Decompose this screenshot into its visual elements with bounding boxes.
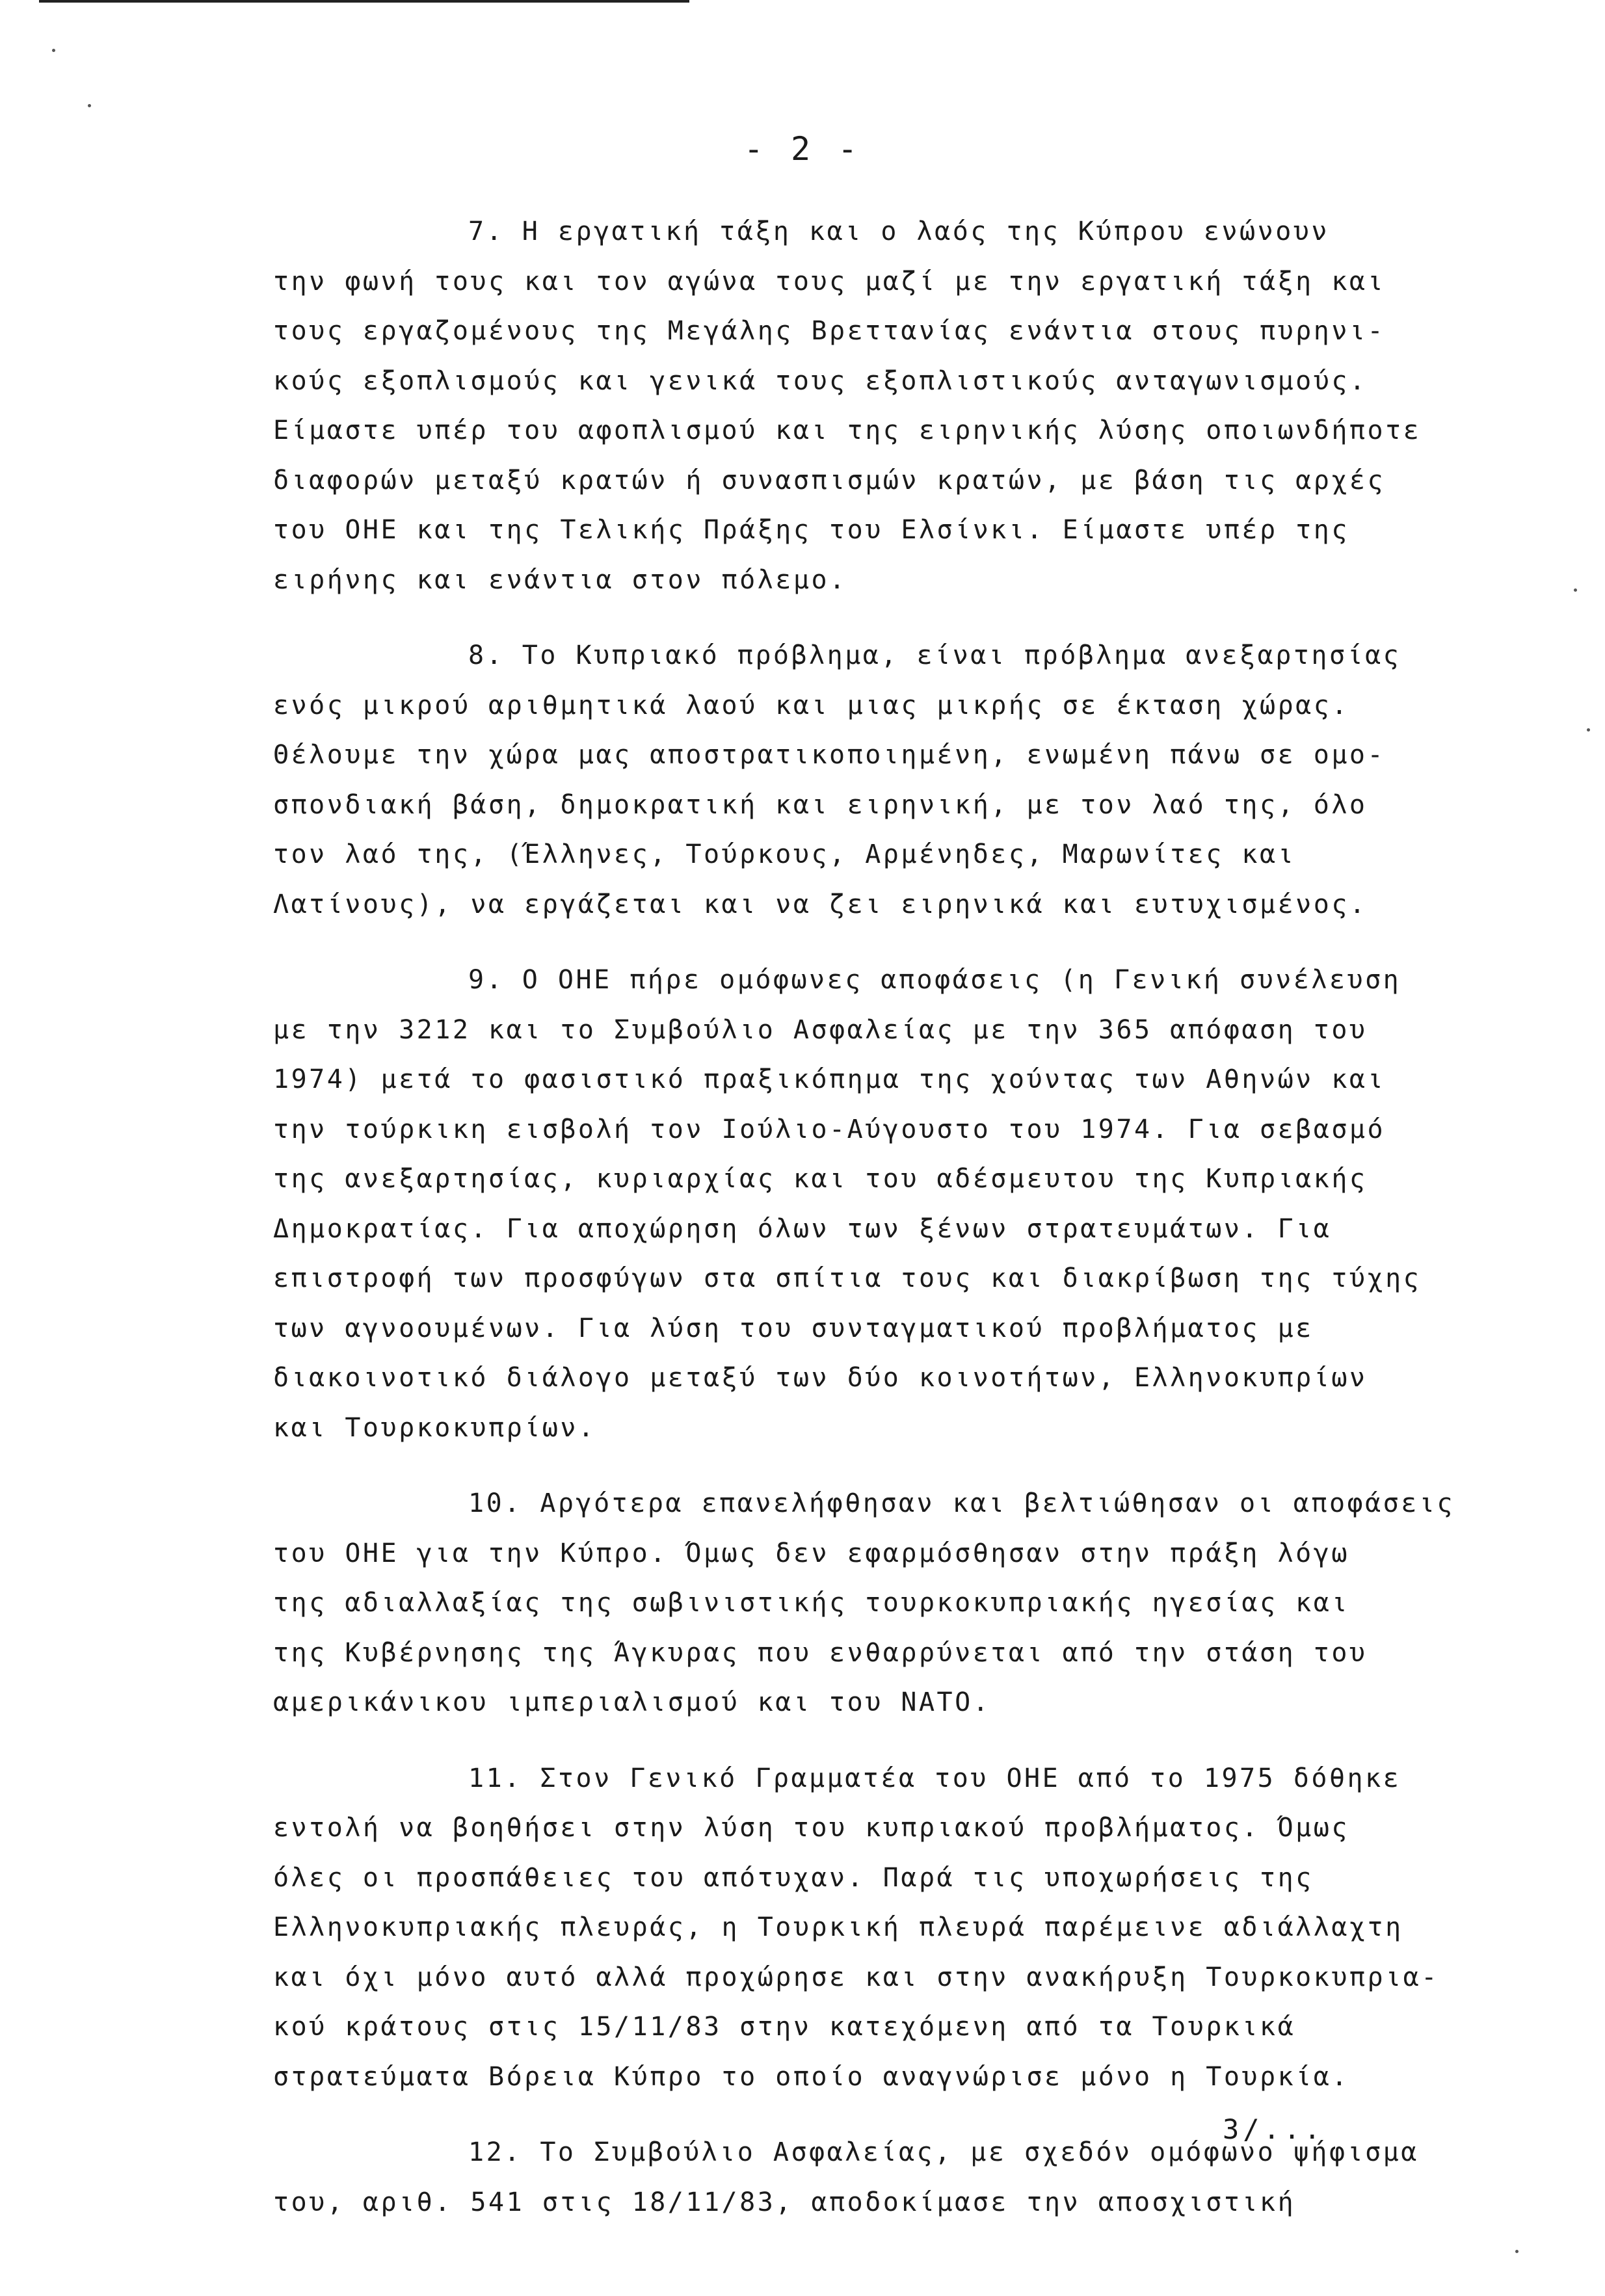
text-line: με την 3212 και το Συμβούλιο Ασφαλείας με την 365 απόφαση του bbox=[273, 1014, 1368, 1045]
paragraph-7 bbox=[273, 207, 1548, 605]
paragraph-11 bbox=[273, 1754, 1548, 2102]
text-line: τον λαό της, (Έλληνες, Τούρκους, Αρμένηδες, Μαρωνίτες και bbox=[273, 839, 1296, 869]
paragraph-8 bbox=[273, 631, 1548, 929]
text-line: διαφορών μεταξύ κρατών ή συνασπισμών κρατών, με βάση τις αρχές bbox=[273, 465, 1386, 495]
text-line: επιστροφή των προσφύγων στα σπίτια τους και διακρίβωση της τύχης bbox=[273, 1263, 1422, 1293]
scan-speck bbox=[1574, 588, 1577, 592]
text-line: της αδιαλλαξίας της σωβινιστικής τουρκοκυπριακής ηγεσίας και bbox=[273, 1588, 1349, 1618]
text-line: 7. Η εργατική τάξη και ο λαός της Κύπρου ενώνουν bbox=[468, 217, 1329, 246]
scan-speck bbox=[52, 49, 55, 52]
scan-speck bbox=[88, 104, 91, 107]
text-line: 8. Το Κυπριακό πρόβλημα, είναι πρόβλημα ανεξαρτησίας bbox=[468, 640, 1401, 670]
text-line: Λατίνους), να εργάζεται και να ζει ειρηνικά και ευτυχισμένος. bbox=[273, 889, 1368, 919]
text-line: Είμαστε υπέρ του αφοπλισμού και της ειρηνικής λύσης οποιωνδήποτε bbox=[273, 416, 1422, 445]
text-line: όλες οι προσπάθειες του απότυχαν. Παρά τις υποχωρήσεις της bbox=[273, 1862, 1314, 1893]
text-line: αμερικάνικου ιμπεριαλισμού και του ΝΑΤΟ. bbox=[273, 1687, 991, 1717]
continuation-marker: 3/... bbox=[1223, 2113, 1325, 2145]
paragraph-10 bbox=[273, 1479, 1548, 1728]
text-line: εντολή να βοηθήσει στην λύση του κυπριακού προβλήματος. Όμως bbox=[273, 1813, 1349, 1843]
text-line: τους εργαζομένους της Μεγάλης Βρεττανίας ενάντια στους πυρηνι- bbox=[273, 316, 1386, 346]
text-line: και Τουρκοκυπρίων. bbox=[273, 1412, 596, 1443]
text-line: 11. Στον Γενικό Γραμματέα του ΟΗΕ από το 1975 δόθηκε bbox=[468, 1763, 1401, 1793]
text-line: και όχι μόνο αυτό αλλά προχώρησε και στην ανακήρυξη Τουρκοκυπρια- bbox=[273, 1962, 1439, 1992]
text-line: του ΟΗΕ και της Τελικής Πράξης του Ελσίνκι. Είμαστε υπέρ της bbox=[273, 515, 1349, 545]
document-body bbox=[273, 207, 1548, 2253]
top-edge-rule bbox=[39, 0, 689, 3]
scan-speck bbox=[1515, 2250, 1519, 2253]
text-line: ενός μικρού αριθμητικά λαού και μιας μικρής σε έκταση χώρας. bbox=[273, 690, 1349, 720]
text-line: του ΟΗΕ για την Κύπρο. Όμως δεν εφαρμόσθησαν στην πράξη λόγω bbox=[273, 1538, 1349, 1568]
text-line: 10. Αργότερα επανελήφθησαν και βελτιώθησαν οι αποφάσεις bbox=[468, 1488, 1455, 1518]
text-line: Δημοκρατίας. Για αποχώρηση όλων των ξένων στρατευμάτων. Για bbox=[273, 1213, 1332, 1244]
text-line: διακοινοτικό διάλογο μεταξύ των δύο κοινοτήτων, Ελληνοκυπρίων bbox=[273, 1363, 1368, 1393]
text-line: των αγνοουμένων. Για λύση του συνταγματικού προβλήματος με bbox=[273, 1313, 1314, 1343]
text-line: κού κράτους στις 15/11/83 στην κατεχόμενη από τα Τουρκικά bbox=[273, 2012, 1296, 2042]
paragraph-12 bbox=[273, 2128, 1548, 2227]
text-line: στρατεύματα Βόρεια Κύπρο το οποίο αναγνώρισε μόνο η Τουρκία. bbox=[273, 2061, 1349, 2092]
text-line: 9. Ο ΟΗΕ πήρε ομόφωνες αποφάσεις (η Γενική συνέλευση bbox=[468, 965, 1401, 995]
text-line: κούς εξοπλισμούς και γενικά τους εξοπλιστικούς ανταγωνισμούς. bbox=[273, 365, 1368, 396]
text-line: του, αριθ. 541 στις 18/11/83, αποδοκίμασε την αποσχιστική bbox=[273, 2187, 1296, 2217]
text-line: Θέλουμε την χώρα μας αποστρατικοποιημένη, ενωμένη πάνω σε ομο- bbox=[273, 740, 1386, 770]
text-line: 12. Το Συμβούλιο Ασφαλείας, με σχεδόν ομόφωνο ψήφισμα bbox=[468, 2137, 1419, 2167]
text-line: την τούρκικη εισβολή τον Ιούλιο-Αύγουστο του 1974. Για σεβασμό bbox=[273, 1114, 1386, 1144]
text-line: σπονδιακή βάση, δημοκρατική και ειρηνική, με τον λαό της, όλο bbox=[273, 789, 1368, 820]
text-line: ειρήνης και ενάντια στον πόλεμο. bbox=[273, 564, 847, 595]
text-line: της ανεξαρτησίας, κυριαρχίας και του αδέσμευτου της Κυπριακής bbox=[273, 1164, 1368, 1194]
scan-speck bbox=[1587, 728, 1590, 732]
text-line: Ελληνοκυπριακής πλευράς, η Τουρκική πλευρά παρέμεινε αδιάλλαχτη bbox=[273, 1912, 1403, 1942]
text-line: 1974) μετά το φασιστικό πραξικόπημα της χούντας των Αθηνών και bbox=[273, 1064, 1386, 1094]
paragraph-9 bbox=[273, 955, 1548, 1453]
text-line: την φωνή τους και τον αγώνα τους μαζί με την εργατική τάξη και bbox=[273, 266, 1386, 297]
text-line: της Κυβέρνησης της Άγκυρας που ενθαρρύνεται από την στάση του bbox=[273, 1637, 1368, 1668]
page-number: - 2 - bbox=[743, 130, 862, 168]
